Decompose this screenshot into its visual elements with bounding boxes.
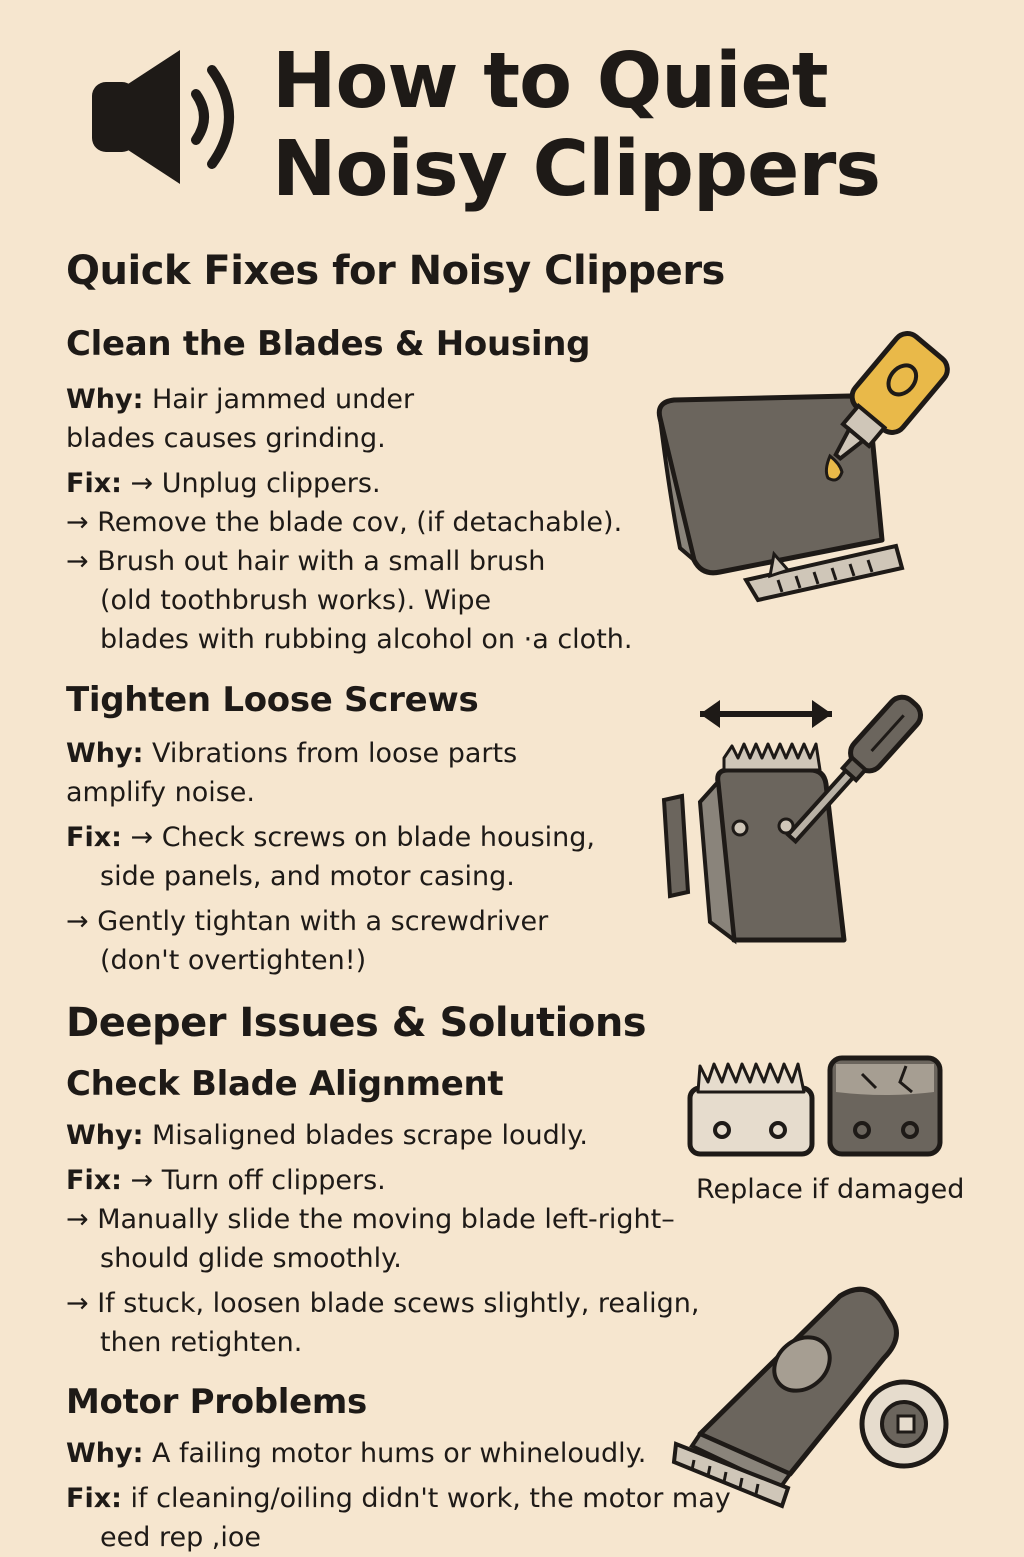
clipper-screwdriver-icon — [660, 682, 940, 952]
clipper-oil-bottle-icon — [650, 318, 970, 598]
replace-caption: Replace if damaged — [696, 1174, 965, 1205]
subheading-screws: Tighten Loose Screws — [66, 680, 479, 720]
subheading-motor: Motor Problems — [66, 1382, 367, 1422]
section-heading-deeper: Deeper Issues & Solutions — [66, 1000, 647, 1046]
motor-text: Why: A failing motor hums or whineloudly. Fix: if cleaning/oiling didn't work, the motor may eed rep ,ioe — [66, 1438, 731, 1553]
screws-text: Why: Vibrations from loose parts amplify noise. Fix: → Check screws on blade housing, side panels, and motor casing. → Gently tightan with a screwdriver (don't overtighten!) — [66, 738, 595, 976]
speaker-sound-icon — [88, 44, 238, 194]
section-heading-quick-fixes: Quick Fixes for Noisy Clippers — [66, 248, 725, 294]
blade-comparison-icon — [686, 1052, 946, 1162]
subheading-clean: Clean the Blades & Housing — [66, 324, 591, 364]
subheading-alignment: Check Blade Alignment — [66, 1064, 504, 1104]
page-title: How to Quiet Noisy Clippers — [272, 37, 881, 214]
clipper-motor-icon — [670, 1284, 970, 1524]
clean-text: Why: Hair jammed under blades causes grinding. Fix: → Unplug clippers. → Remove the blade cov, (if detachable). → Brush out hair with a small brush (old toothbrush works). Wipe blades with rubbing alcohol on ·a cloth. — [66, 384, 633, 655]
alignment-text: Why: Misaligned blades scrape loudly. Fix: → Turn off clippers. → Manually slide the moving blade left-right– should glide smoothly. → If stuck, loosen blade scews slightly, realign, then retighten. — [66, 1120, 700, 1358]
